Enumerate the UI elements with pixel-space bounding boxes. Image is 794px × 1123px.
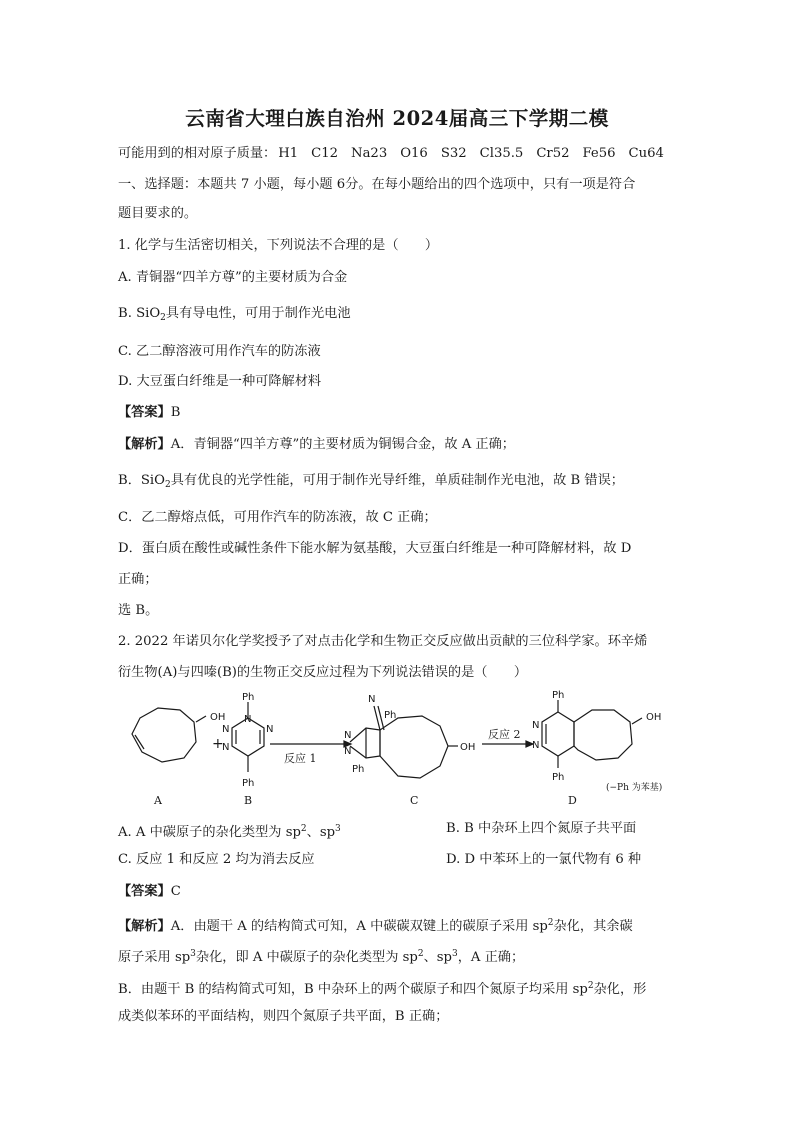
analysis-text: 原子采用 sp xyxy=(118,950,191,965)
n-label: N xyxy=(344,746,352,757)
reaction-1-label: 反应 1 xyxy=(284,752,317,765)
q1-option-c: C. 乙二醇溶液可用作汽车的防冻液 xyxy=(118,344,321,359)
q1-analysis-d-line1: D．蛋白质在酸性或碱性条件下能水解为氨基酸，大豆蛋白纤维是一种可降解材料，故 D xyxy=(118,541,632,556)
analysis-text: 具有优良的光学性能，可用于制作光导纤维，单质硅制作光电池，故 B 错误； xyxy=(170,473,624,488)
answer-value: B xyxy=(170,405,181,420)
plus-sign: + xyxy=(212,736,224,752)
formula-sub: 2 xyxy=(160,313,166,323)
q2-stem-line2: 衍生物(A)与四嗪(B)的生物正交反应过程为下列说法错误的是（ ） xyxy=(118,665,528,680)
analysis-text: 杂化，形 xyxy=(593,982,647,997)
ph-label: Ph xyxy=(242,692,255,703)
q2-answer xyxy=(118,883,181,901)
answer-label: 【答案】 xyxy=(118,405,171,420)
formula-main: SiO xyxy=(136,306,161,321)
label-a: A xyxy=(154,794,162,807)
analysis-text: 杂化，即 A 中碳原子的杂化类型为 sp xyxy=(195,950,418,965)
ph-label: Ph xyxy=(384,710,397,721)
q2-option-c: C. 反应 1 和反应 2 均为消去反应 xyxy=(118,852,315,867)
superscript: 2 xyxy=(417,949,424,959)
n-label: N xyxy=(222,742,230,753)
analysis-label: 【解析】 xyxy=(118,919,171,934)
q1-analysis-d-line2: 正确； xyxy=(118,572,158,587)
oh-label: OH xyxy=(210,712,226,723)
analysis-text: B．由题干 B 的结构简式可知，B 中杂环上的两个碳原子和四个氮原子均采用 sp xyxy=(118,982,588,997)
q2-analysis-a-line2 xyxy=(118,945,524,967)
mass-item: Cr52 xyxy=(536,146,570,161)
ph-label: Ph xyxy=(242,778,255,789)
superscript: 3 xyxy=(335,824,341,834)
n-label: N xyxy=(344,730,352,741)
mass-item: Fe56 xyxy=(582,146,616,161)
q1-option-b-text: 具有导电性，可用于制作光电池 xyxy=(165,306,351,321)
analysis-text: A．青铜器“四羊方尊”的主要材质为铜锡合金，故 A 正确； xyxy=(170,437,515,452)
n-label: N xyxy=(244,714,252,725)
mass-item: O16 xyxy=(400,146,428,161)
n-label: N xyxy=(368,694,376,705)
page-title: 云南省大理白族自治州 2024届高三下学期二模 xyxy=(185,107,609,130)
analysis-prefix: B． xyxy=(118,473,141,488)
q1-stem: 1. 化学与生活密切相关，下列说法不合理的是（ ） xyxy=(118,238,439,253)
q1-option-d: D. 大豆蛋白纤维是一种可降解材料 xyxy=(118,374,322,389)
option-text: 、sp xyxy=(306,825,336,840)
q1-option-b-prefix: B. xyxy=(118,306,137,321)
q1-analysis-a xyxy=(118,436,515,454)
q2-option-d: D. D 中苯环上的一氯代物有 6 种 xyxy=(446,852,642,867)
ph-label: Ph xyxy=(552,690,565,701)
n-label: N xyxy=(532,740,540,751)
reaction-2-label: 反应 2 xyxy=(488,728,521,741)
q1-analysis-c: C．乙二醇熔点低，可用作汽车的防冻液，故 C 正确； xyxy=(118,510,437,525)
ph-label: Ph xyxy=(352,764,365,775)
formula-sub: 2 xyxy=(164,480,171,490)
n-label: N xyxy=(532,720,540,731)
analysis-text: 、sp xyxy=(423,950,452,965)
mass-item: C12 xyxy=(311,146,339,161)
n-label: N xyxy=(266,724,274,735)
oh-label: OH xyxy=(460,742,476,753)
mass-item: Cu64 xyxy=(628,146,664,161)
q2-analysis-b-line1 xyxy=(118,977,646,999)
phenyl-note: (−Ph 为苯基) xyxy=(606,783,663,793)
reaction-scheme xyxy=(118,688,678,810)
molecule-c xyxy=(350,706,458,778)
q1-option-a: A. 青铜器“四羊方尊”的主要材质为合金 xyxy=(118,270,348,285)
superscript: 2 xyxy=(587,981,594,991)
mass-item: H1 xyxy=(278,146,299,161)
n-label: N xyxy=(222,724,230,735)
atomic-mass-line xyxy=(118,145,664,163)
q1-conclusion: 选 B。 xyxy=(118,603,159,618)
mass-item: Cl35.5 xyxy=(479,146,524,161)
mass-item: S32 xyxy=(440,146,467,161)
q2-analysis-a-line1 xyxy=(118,914,633,936)
atomic-mass-label: 可能用到的相对原子质量： xyxy=(118,146,277,161)
superscript: 3 xyxy=(190,949,196,959)
q2-option-a xyxy=(118,820,341,842)
formula-main: SiO xyxy=(140,473,165,488)
section-heading-line2: 题目要求的。 xyxy=(118,206,198,221)
q1-analysis-b xyxy=(118,472,624,494)
label-b: B xyxy=(244,794,253,807)
analysis-text: 杂化，其余碳 xyxy=(553,919,633,934)
answer-label: 【答案】 xyxy=(118,884,171,899)
option-text: A. A 中碳原子的杂化类型为 sp xyxy=(118,825,301,840)
answer-value: C xyxy=(170,884,181,899)
q2-stem-line1: 2. 2022 年诺贝尔化学奖授予了对点击化学和生物正交反应做出贡献的三位科学家。环辛烯 xyxy=(118,634,648,649)
q2-analysis-b-line2: 成类似苯环的平面结构，则四个氮原子共平面，B 正确； xyxy=(118,1009,449,1024)
mass-item: Na23 xyxy=(351,146,388,161)
molecule-a xyxy=(132,708,206,762)
analysis-text: A．由题干 A 的结构简式可知，A 中碳碳双键上的碳原子采用 sp xyxy=(170,919,548,934)
analysis-text: ，A 正确； xyxy=(457,950,525,965)
molecule-b xyxy=(232,702,264,772)
q2-option-b: B. B 中杂环上四个氮原子共平面 xyxy=(446,821,637,836)
analysis-label: 【解析】 xyxy=(118,437,171,452)
superscript: 3 xyxy=(451,949,458,959)
molecule-d xyxy=(542,700,642,768)
label-d: D xyxy=(568,794,577,807)
section-heading-line1: 一、选择题：本题共 7 小题，每小题 6分。在每小题给出的四个选项中，只有一项是符合 xyxy=(118,177,636,192)
superscript: 2 xyxy=(300,824,307,834)
q1-answer xyxy=(118,404,180,422)
oh-label: OH xyxy=(646,712,662,723)
label-c: C xyxy=(410,794,419,807)
superscript: 2 xyxy=(547,918,554,928)
ph-label: Ph xyxy=(552,772,565,783)
q1-option-b xyxy=(118,305,351,327)
